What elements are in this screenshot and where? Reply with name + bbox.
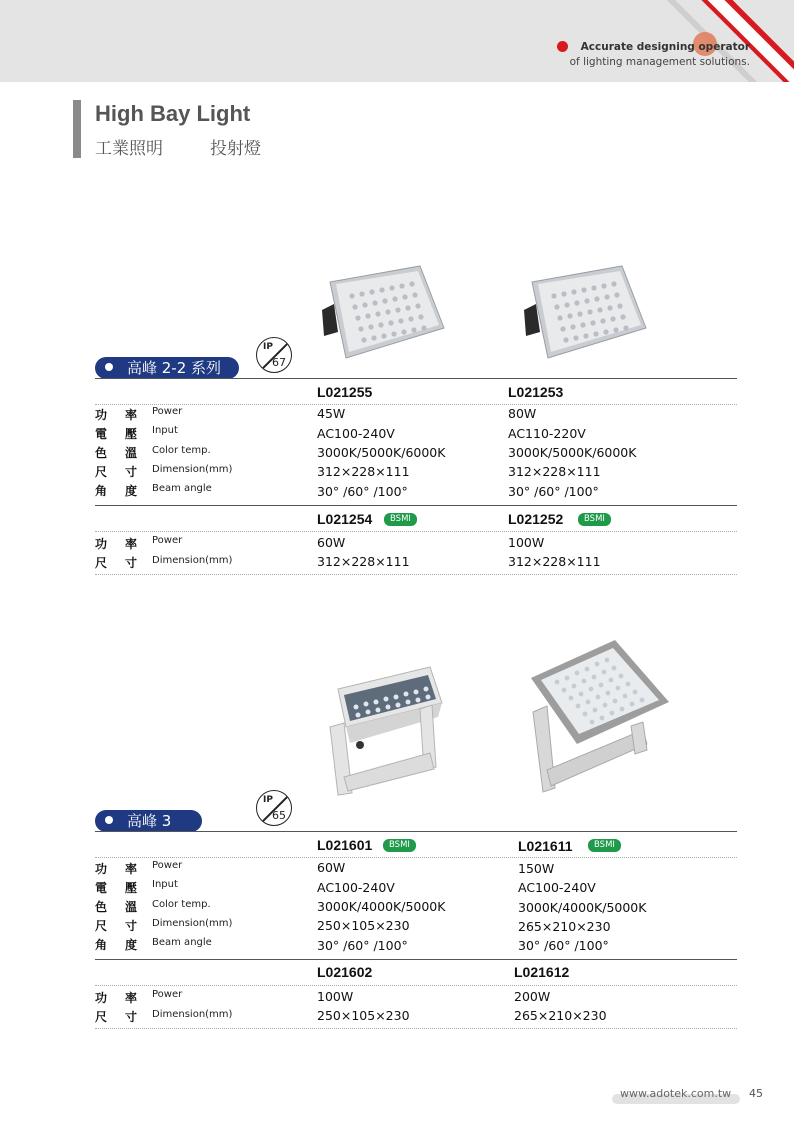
label-power-zh: 功率 — [95, 537, 156, 551]
label-power-en: Power — [152, 860, 183, 871]
table-a-bottom-rule — [95, 574, 737, 575]
value-power: 45W — [317, 406, 346, 421]
value-dimension: 312×228×111 — [317, 464, 410, 479]
value-power: 60W — [317, 860, 346, 875]
label-color-en: Color temp. — [152, 445, 211, 456]
table-b-bottom-rule — [95, 1028, 737, 1029]
label-color-zh: 色溫 — [95, 900, 156, 914]
value-beam-angle: 30° /60° /100° — [317, 938, 408, 953]
label-beam-zh: 角度 — [95, 938, 156, 952]
value-color-temp: 3000K/5000K/6000K — [317, 445, 446, 460]
value-power: 60W — [317, 535, 346, 550]
title-accent-bar — [73, 100, 81, 158]
red-dot-icon — [557, 41, 568, 52]
ip-badge-number: 67 — [272, 356, 286, 369]
label-input-en: Input — [152, 425, 178, 436]
value-color-temp: 3000K/4000K/5000K — [518, 900, 647, 915]
label-input-zh: 電壓 — [95, 881, 156, 895]
series-bullet-icon — [105, 363, 113, 371]
ip-badge-number: 65 — [272, 809, 286, 822]
ip-rating-badge-b — [256, 790, 292, 826]
label-dimension-zh: 尺寸 — [95, 919, 156, 933]
product-image-l021253 — [518, 262, 652, 362]
label-color-zh: 色溫 — [95, 446, 156, 460]
label-dimension-zh: 尺寸 — [95, 1010, 156, 1024]
series-label-b — [95, 810, 202, 832]
label-power-zh: 功率 — [95, 862, 156, 876]
label-input-en: Input — [152, 879, 178, 890]
ip-badge-prefix: IP — [263, 795, 273, 805]
model-l021612: L021612 — [514, 964, 570, 980]
model-l021254: L021254 — [317, 511, 373, 527]
model-l021255: L021255 — [317, 384, 373, 400]
value-beam-angle: 30° /60° /100° — [508, 484, 599, 499]
model-l021252: L021252 — [508, 511, 564, 527]
bsmi-badge: BSMI — [383, 839, 416, 852]
label-power-zh: 功率 — [95, 991, 156, 1005]
page-title: High Bay Light — [95, 101, 251, 126]
value-dimension: 312×228×111 — [508, 464, 601, 479]
page-subtitle-zh-2: 投射燈 — [210, 139, 261, 159]
table-b-sub-rule — [95, 985, 737, 986]
model-l021253: L021253 — [508, 384, 564, 400]
series-name-a: 高峰 2-2 系列 — [127, 359, 222, 377]
product-image-l021601 — [326, 665, 446, 797]
table-a-header-rule — [95, 404, 737, 405]
label-power-en: Power — [152, 989, 183, 1000]
table-b-mid-rule — [95, 959, 737, 960]
value-beam-angle: 30° /60° /100° — [317, 484, 408, 499]
value-power: 80W — [508, 406, 537, 421]
label-beam-en: Beam angle — [152, 483, 212, 494]
product-image-l021255 — [316, 262, 450, 362]
label-beam-zh: 角度 — [95, 484, 156, 498]
label-dimension-en: Dimension(mm) — [152, 555, 233, 566]
label-dimension-zh: 尺寸 — [95, 465, 156, 479]
footer-url[interactable]: www.adotek.com.tw — [620, 1087, 732, 1100]
value-power: 150W — [518, 861, 555, 876]
value-dimension: 312×228×111 — [317, 554, 410, 569]
bsmi-badge: BSMI — [384, 513, 417, 526]
value-dimension: 265×210×230 — [514, 1008, 607, 1023]
product-image-l021611 — [527, 638, 671, 796]
value-dimension: 250×105×230 — [317, 1008, 410, 1023]
table-a-mid-rule — [95, 505, 737, 506]
series-name-b: 高峰 3 — [127, 812, 172, 830]
value-dimension: 250×105×230 — [317, 918, 410, 933]
label-power-en: Power — [152, 406, 183, 417]
value-input: AC100-240V — [317, 880, 395, 895]
series-bullet-icon — [105, 816, 113, 824]
ip-badge-prefix: IP — [263, 342, 273, 352]
bsmi-badge: BSMI — [578, 513, 611, 526]
model-l021601: L021601 — [317, 837, 373, 853]
model-l021602: L021602 — [317, 964, 373, 980]
value-power: 100W — [508, 535, 545, 550]
value-dimension: 265×210×230 — [518, 919, 611, 934]
label-dimension-en: Dimension(mm) — [152, 464, 233, 475]
label-dimension-en: Dimension(mm) — [152, 1009, 233, 1020]
model-l021611: L021611 — [518, 838, 573, 854]
label-power-zh: 功率 — [95, 408, 156, 422]
table-a-sub-rule — [95, 531, 737, 532]
value-color-temp: 3000K/4000K/5000K — [317, 899, 446, 914]
table-b-header-rule — [95, 857, 737, 858]
table-b-top-rule — [95, 831, 737, 832]
label-dimension-en: Dimension(mm) — [152, 918, 233, 929]
value-input: AC100-240V — [317, 426, 395, 441]
tagline-line-2: of lighting management solutions. — [569, 56, 750, 68]
label-color-en: Color temp. — [152, 899, 211, 910]
value-power: 200W — [514, 989, 551, 1004]
table-a-top-rule — [95, 378, 737, 379]
value-power: 100W — [317, 989, 354, 1004]
value-beam-angle: 30° /60° /100° — [518, 938, 609, 953]
page-subtitle-zh-1: 工業照明 — [95, 139, 163, 159]
ip-rating-badge-a — [256, 337, 292, 373]
value-dimension: 312×228×111 — [508, 554, 601, 569]
tagline-line-1: Accurate designing operator — [580, 41, 750, 53]
label-dimension-zh: 尺寸 — [95, 556, 156, 570]
label-input-zh: 電壓 — [95, 427, 156, 441]
page-number: 45 — [749, 1087, 763, 1100]
value-input: AC100-240V — [518, 880, 596, 895]
header-tagline — [570, 40, 750, 70]
value-color-temp: 3000K/5000K/6000K — [508, 445, 637, 460]
bsmi-badge: BSMI — [588, 839, 621, 852]
label-power-en: Power — [152, 535, 183, 546]
label-beam-en: Beam angle — [152, 937, 212, 948]
series-label-a — [95, 357, 239, 379]
value-input: AC110-220V — [508, 426, 586, 441]
